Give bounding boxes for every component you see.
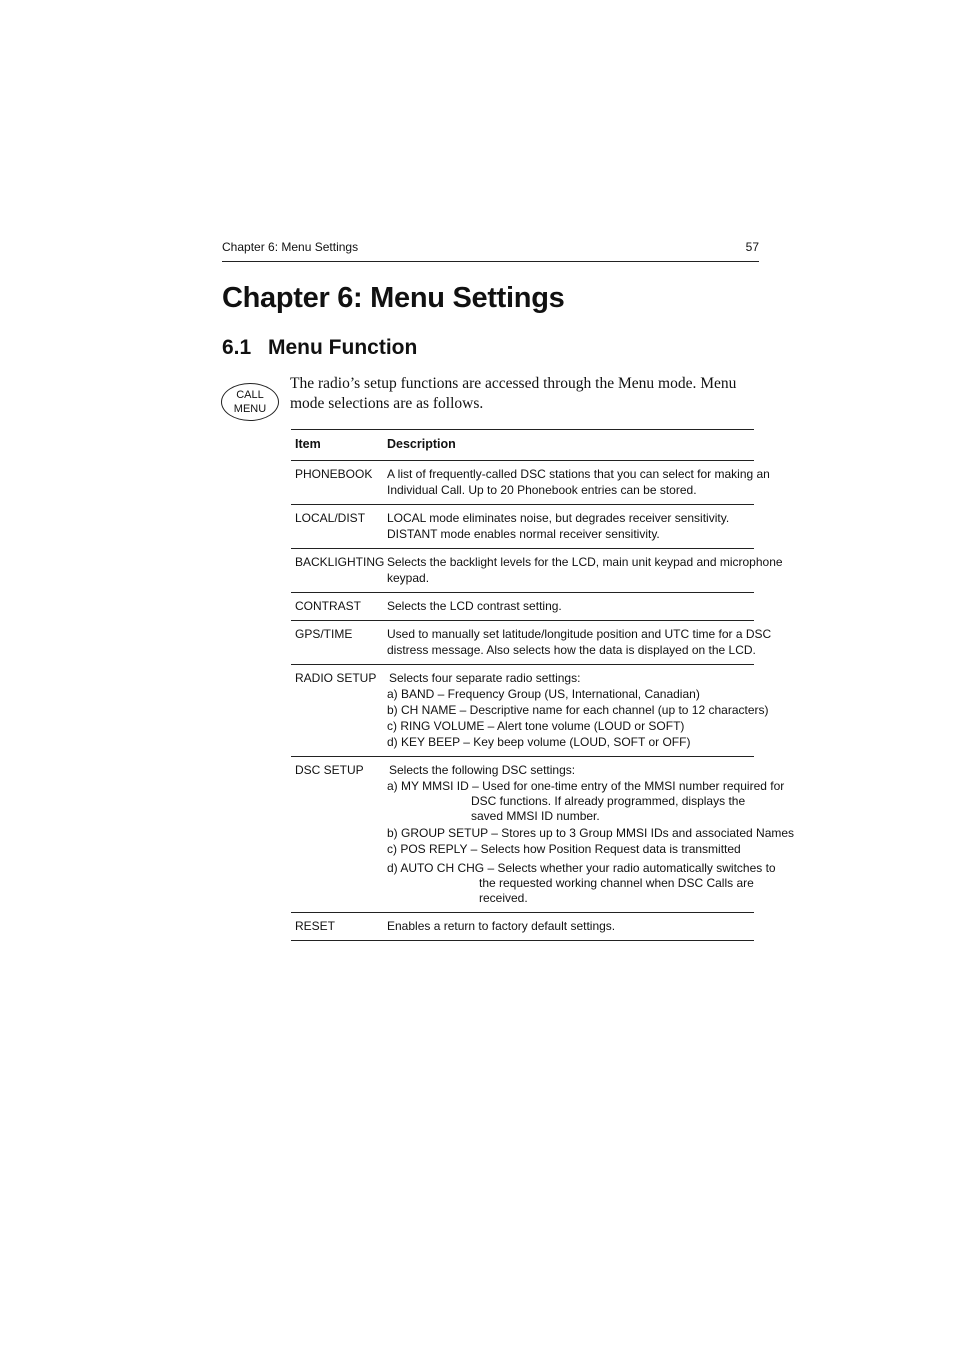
section-number: 6.1: [222, 336, 252, 359]
description-line: saved MMSI ID number.: [471, 809, 600, 823]
description-line: a) BAND – Frequency Group (US, International, Canadian): [387, 687, 700, 701]
menu-function-table: [291, 429, 795, 941]
description-line: c) RING VOLUME – Alert tone volume (LOUD or SOFT): [387, 719, 685, 733]
description-line: d) AUTO CH CHG – Selects whether your radio automatically switches to: [387, 861, 776, 875]
description-line: DSC functions. If already programmed, displays the: [471, 794, 746, 808]
description-line: DISTANT mode enables normal receiver sensitivity.: [387, 527, 660, 541]
chapter-title: Chapter 6: Menu Settings: [222, 282, 565, 314]
table-row: [291, 549, 783, 593]
row-description: [387, 466, 770, 498]
description-line: distress message. Also selects how the data is displayed on the LCD.: [387, 643, 756, 657]
row-item: PHONEBOOK: [295, 467, 373, 481]
row-description: [387, 598, 753, 614]
intro-paragraph: The radio’s setup functions are accessed through the Menu mode. Menu mode selections are as follows.: [290, 375, 737, 412]
row-description: [387, 626, 772, 658]
running-header-chapter: Chapter 6: Menu Settings: [222, 240, 359, 254]
row-item: DSC SETUP: [295, 763, 364, 777]
description-line: Selects the LCD contrast setting.: [387, 599, 562, 613]
description-line: the requested working channel when DSC Calls are: [479, 876, 754, 890]
row-item: LOCAL/DIST: [295, 511, 366, 525]
row-description: [387, 670, 769, 750]
call-menu-key-icon: [221, 383, 279, 421]
row-item: CONTRAST: [295, 599, 361, 613]
page-number: 57: [745, 240, 759, 254]
table-row: [291, 757, 795, 913]
description-line: A list of frequently-called DSC stations that you can select for making an: [387, 467, 770, 481]
description-line: Individual Call. Up to 20 Phonebook entries can be stored.: [387, 483, 697, 497]
table-header-row: [291, 430, 754, 461]
description-line: LOCAL mode eliminates noise, but degrades receiver sensitivity.: [387, 511, 730, 525]
description-line: d) KEY BEEP – Key beep volume (LOUD, SOFT or OFF): [387, 735, 691, 749]
row-item: GPS/TIME: [295, 627, 353, 641]
description-line: Enables a return to factory default settings.: [387, 919, 616, 933]
description-line: a) MY MMSI ID – Used for one-time entry of the MMSI number required for: [387, 779, 785, 793]
row-description: [387, 918, 753, 934]
column-header-item: Item: [295, 437, 321, 451]
key-label-line1: CALL: [236, 389, 264, 401]
description-line: Selects the following DSC settings:: [389, 763, 576, 777]
table-row: [291, 913, 754, 941]
description-line: Used to manually set latitude/longitude position and UTC time for a DSC: [387, 627, 772, 641]
row-item: RADIO SETUP: [295, 671, 377, 685]
description-line: Selects the backlight levels for the LCD, main unit keypad and microphone: [387, 555, 783, 569]
column-header-description: Description: [387, 437, 456, 451]
row-description: [387, 762, 795, 906]
table-row: [291, 621, 772, 665]
description-line: received.: [479, 891, 528, 905]
description-line: Selects four separate radio settings:: [389, 671, 581, 685]
header-divider: [222, 261, 759, 262]
description-line: keypad.: [387, 571, 430, 585]
section-title-text: Menu Function: [268, 336, 418, 359]
table-row: [291, 593, 754, 621]
description-line: c) POS REPLY – Selects how Position Request data is transmitted: [387, 842, 741, 856]
table-row: [291, 665, 769, 757]
table-row: [291, 461, 770, 505]
description-line: b) CH NAME – Descriptive name for each channel (up to 12 characters): [387, 703, 769, 717]
row-description: [387, 554, 783, 586]
section-title: [222, 334, 417, 362]
row-item: BACKLIGHTING: [295, 555, 385, 569]
row-description: [387, 510, 753, 542]
table-row: [291, 505, 754, 549]
description-line: b) GROUP SETUP – Stores up to 3 Group MMSI IDs and associated Names: [387, 826, 795, 840]
key-label-line2: MENU: [233, 403, 267, 415]
row-item: RESET: [295, 919, 336, 933]
